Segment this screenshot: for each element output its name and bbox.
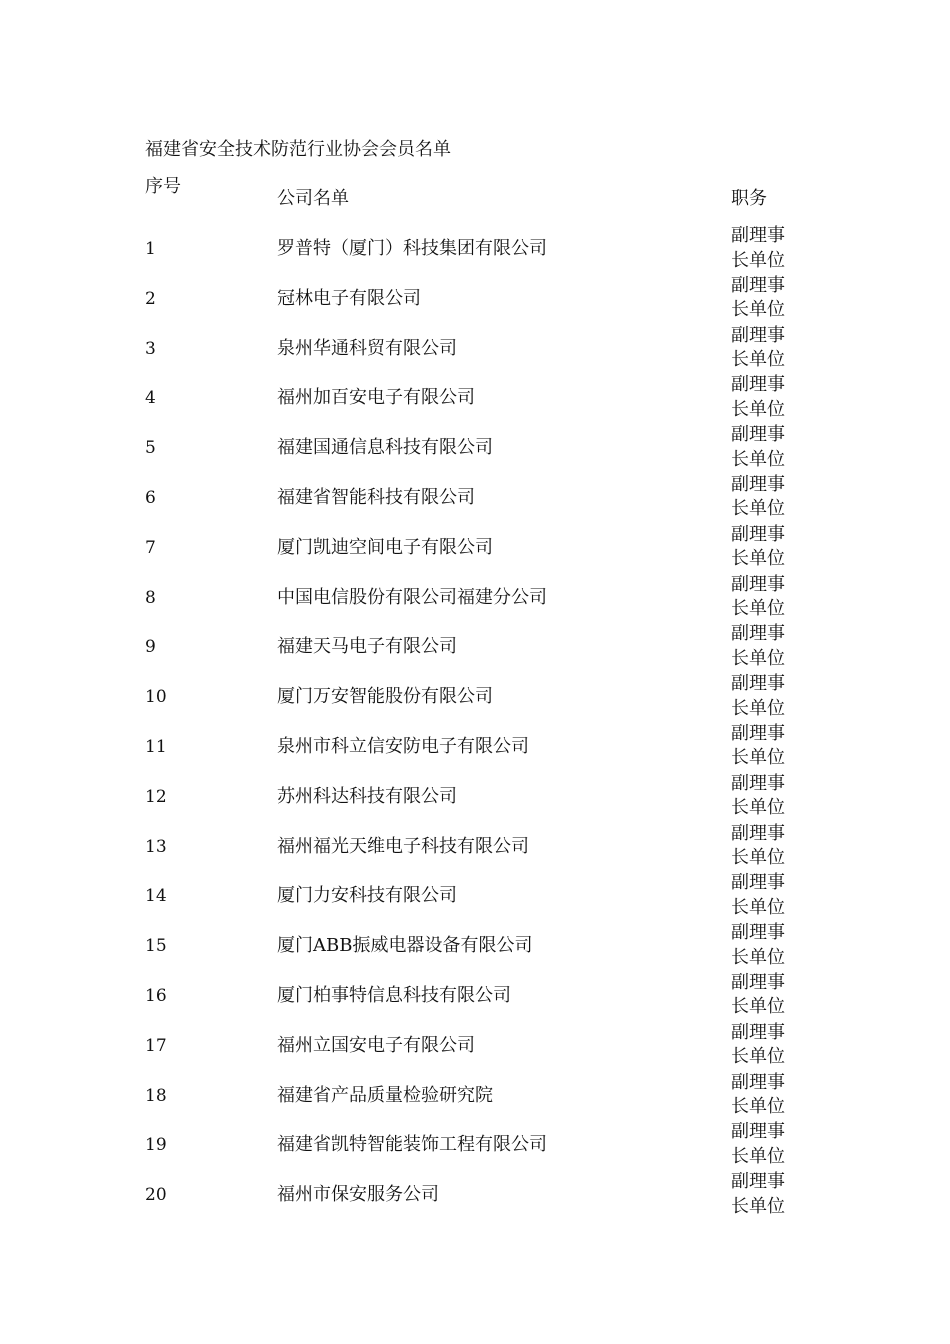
row-seq: 16 (145, 985, 167, 1006)
row-company-name: 福建省智能科技有限公司 (277, 486, 475, 508)
row-company-name: 泉州华通科贸有限公司 (277, 337, 457, 359)
table-row (0, 373, 950, 423)
row-role: 副理事长单位 (731, 1121, 785, 1167)
table-row (0, 822, 950, 872)
table-row (0, 523, 950, 573)
header-company-name: 公司名单 (277, 188, 349, 209)
row-company-name: 福州加百安电子有限公司 (277, 387, 475, 409)
row-role: 副理事长单位 (731, 772, 785, 819)
header-role: 职务 (731, 188, 767, 209)
row-seq: 14 (145, 886, 167, 907)
row-company-name: 福州福光天维电子科技有限公司 (277, 835, 529, 857)
row-company-name: 厦门ABB振威电器设备有限公司 (277, 935, 533, 957)
row-role: 副理事长单位 (731, 274, 785, 321)
table-row (0, 473, 950, 523)
row-company-name: 厦门柏事特信息科技有限公司 (277, 984, 511, 1006)
row-seq: 7 (145, 537, 156, 558)
row-role: 副理事长单位 (731, 424, 785, 470)
row-seq: 10 (145, 687, 167, 708)
table-row (0, 224, 950, 274)
table-row (0, 1170, 950, 1220)
row-seq: 9 (145, 637, 156, 658)
row-seq: 8 (145, 587, 156, 608)
row-company-name: 泉州市科立信安防电子有限公司 (277, 735, 529, 757)
row-company-name: 厦门凯迪空间电子有限公司 (277, 536, 493, 558)
row-role: 副理事长单位 (731, 1171, 785, 1217)
table-row (0, 921, 950, 971)
row-seq: 1 (145, 239, 156, 259)
member-table (0, 224, 950, 1220)
header-seq: 序号 (145, 176, 181, 197)
row-role: 副理事长单位 (731, 225, 785, 271)
row-seq: 17 (145, 1035, 167, 1056)
row-company-name: 中国电信股份有限公司福建分公司 (277, 586, 547, 608)
table-row (0, 772, 950, 822)
table-row (0, 871, 950, 921)
row-company-name: 福建天马电子有限公司 (277, 636, 457, 658)
row-company-name: 福州立国安电子有限公司 (277, 1034, 475, 1056)
row-seq: 18 (145, 1085, 167, 1106)
row-company-name: 苏州科达科技有限公司 (277, 785, 457, 807)
table-row (0, 672, 950, 722)
row-company-name: 罗普特（厦门）科技集团有限公司 (277, 238, 547, 259)
row-role: 副理事长单位 (731, 623, 785, 669)
row-seq: 19 (145, 1135, 167, 1156)
row-seq: 2 (145, 288, 156, 309)
row-seq: 6 (145, 487, 156, 508)
table-row (0, 1021, 950, 1071)
table-row (0, 423, 950, 473)
row-role: 副理事长单位 (731, 971, 785, 1018)
row-seq: 15 (145, 936, 167, 957)
row-role: 副理事长单位 (731, 1071, 785, 1118)
row-company-name: 厦门万安智能股份有限公司 (277, 686, 493, 708)
row-role: 副理事长单位 (731, 473, 785, 520)
table-row (0, 324, 950, 374)
table-row (0, 274, 950, 324)
row-role: 副理事长单位 (731, 1021, 785, 1068)
row-role: 副理事长单位 (731, 722, 785, 769)
row-company-name: 福州市保安服务公司 (277, 1184, 439, 1206)
row-seq: 20 (145, 1185, 167, 1206)
row-company-name: 厦门力安科技有限公司 (277, 885, 457, 907)
row-role: 副理事长单位 (731, 872, 785, 918)
row-role: 副理事长单位 (731, 324, 785, 371)
table-row (0, 1071, 950, 1121)
row-seq: 3 (145, 338, 156, 359)
row-seq: 4 (145, 388, 156, 409)
table-row (0, 573, 950, 623)
row-role: 副理事长单位 (731, 374, 785, 420)
table-row (0, 622, 950, 672)
row-company-name: 福建国通信息科技有限公司 (277, 437, 493, 459)
table-row (0, 722, 950, 772)
row-role: 副理事长单位 (731, 573, 785, 620)
table-row (0, 971, 950, 1021)
row-role: 副理事长单位 (731, 922, 785, 968)
row-role: 副理事长单位 (731, 673, 785, 719)
document-title: 福建省安全技术防范行业协会会员名单 (145, 139, 451, 160)
row-role: 副理事长单位 (731, 523, 785, 570)
row-company-name: 福建省凯特智能装饰工程有限公司 (277, 1134, 547, 1156)
row-role: 副理事长单位 (731, 822, 785, 869)
table-row (0, 1120, 950, 1170)
row-seq: 11 (145, 736, 167, 757)
row-seq: 5 (145, 438, 156, 459)
row-seq: 12 (145, 786, 167, 807)
row-company-name: 冠林电子有限公司 (277, 287, 421, 309)
row-company-name: 福建省产品质量检验研究院 (277, 1084, 493, 1106)
row-seq: 13 (145, 836, 167, 857)
